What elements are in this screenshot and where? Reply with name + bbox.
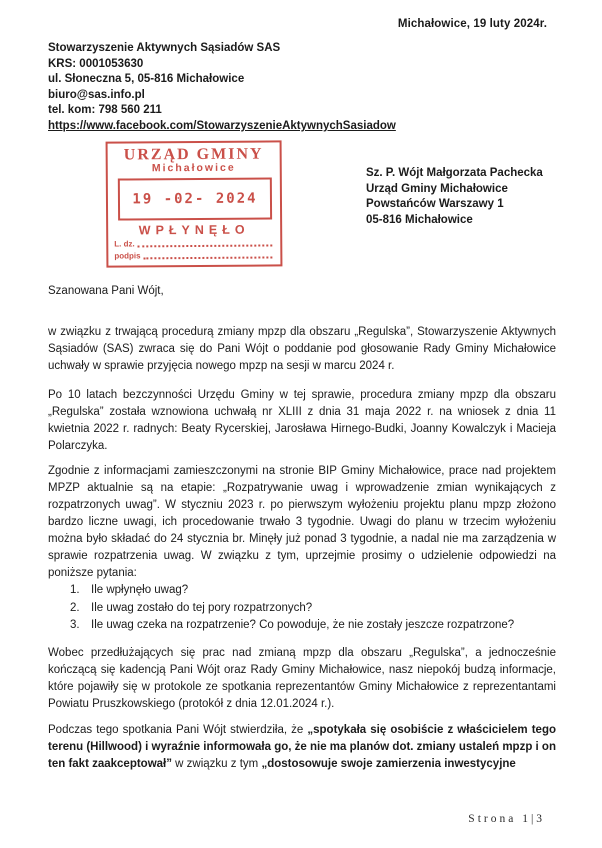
stamp-received-label: WPŁYNĘŁO: [138, 222, 250, 238]
stamp-signature-row: [114, 250, 274, 261]
sender-address: ul. Słoneczna 5, 05-816 Michałowice: [48, 73, 245, 86]
stamp-signature-label: podpis: [114, 251, 141, 261]
questions-list: [48, 582, 556, 635]
sender-krs: KRS: 0001053630: [48, 57, 144, 70]
sender-phone: tel. kom: 798 560 211: [48, 104, 162, 117]
page-number: Strona 1|3: [468, 813, 545, 825]
paragraph-history: Po 10 latach bezczynności Urzędu Gminy w tej sprawie, procedura zmiany mpzp dla obszaru „Regulska” została wznowiona uchwałą nr XLIII z dnia 31 maja 2022 r. na wniosek z dnia 11 kwietnia 2022 r. radnych: Beaty Rycerskiej, Jarosława Hirnego-Budki, Joanny Kowalczyk i Macieja Polarczyka.: [48, 389, 556, 452]
question-item: [48, 617, 556, 635]
letter-place-and-date: Michałowice, 19 luty 2024r.: [397, 18, 547, 30]
sender-facebook-url: https://www.facebook.com/StowarzyszenieAktywnychSasiadow: [48, 119, 396, 132]
quote-bold-continuation: „dostosowuje swoje zamierzenia inwestycyjne: [261, 757, 516, 770]
paragraph-request: w związku z trwającą procedurą zmiany mpzp dla obszaru „Regulska”, Stowarzyszenie Aktywnych Sąsiadów (SAS) zwraca się do Pani Wójt o poddanie pod głosowanie Rady Gminy Michałowice uchwały w sprawie przyjęcia nowego mpzp na sesji w marcu 2024 r.: [48, 326, 556, 372]
recipient-street: Powstańców Warszawy 1: [366, 198, 504, 210]
question-item: [48, 600, 556, 618]
sender-block: [48, 41, 396, 135]
paragraph-concerns: Wobec przedłużających się prac nad zmianą mpzp dla obszaru „Regulska”, a jednocześnie kończącą się kadencją Pani Wójt oraz Rady Gminy Michałowice, nasz niepokój budzą informacje, które pojawiły się w protokole ze spotkania reprezentantów Gminy Michałowice z reprezentantami Powiatu Pruszkowskiego (protokół z dnia 12.01.2024 r.).: [48, 646, 556, 710]
stamp-office-town: Michałowice: [151, 161, 236, 175]
sender-email: biuro@sas.info.pl: [48, 88, 145, 101]
question-number: 3.: [70, 619, 80, 631]
quote-connector-text: w związku z tym: [171, 757, 262, 770]
stamp-office-name: URZĄD GMINY: [123, 145, 264, 164]
quote-bold-statement: „spotykała się osobiście z właścicielem tego terenu (Hillwood) i wyraźnie informowała go, że nie ma planów dot. zmiany ustaleń mpzp i on ten fakt zaakceptował”: [48, 723, 556, 770]
stamp-date-box: [118, 177, 272, 220]
question-text: Ile wpłynęło uwag?: [91, 584, 189, 596]
stamp-signature-dotted-line: [144, 256, 273, 259]
recipient-name: Sz. P. Wójt Małgorzata Pachecka: [366, 167, 543, 179]
quote-lead-text: Podczas tego spotkania Pani Wójt stwierdziła, że: [48, 723, 308, 736]
recipient-office: Urząd Gminy Michałowice: [366, 182, 508, 195]
recipient-city: 05-816 Michałowice: [366, 213, 473, 226]
letter-body: [48, 283, 556, 785]
stamp-ldz-dotted-line: [138, 244, 273, 247]
recipient-block: [366, 166, 543, 228]
question-number: 1.: [70, 584, 80, 596]
question-text: Ile uwag zostało do tej pory rozpatrzonych?: [91, 601, 313, 614]
sender-name: Stowarzyszenie Aktywnych Sąsiadów SAS: [48, 42, 281, 54]
question-item: [48, 582, 556, 600]
paragraph-meeting-quote: [48, 722, 556, 773]
paragraph-status: Zgodnie z informacjami zamieszczonymi na stronie BIP Gminy Michałowice, prace nad projektem MPZP aktualnie są na etapie: „Rozpatrywanie uwag i wprowadzenie zmian wynikających z rozpatrzonych uwag”. W styczniu 2023 r. po pierwszym wyłożeniu projektu planu mpzp złożono bardzo liczne uwagi, ich procedowanie trwało 3 tygodnie. Uwagi do planu w trzecim wyłożeniu można było składać do 24 stycznia br. Minęły już ponad 3 tygodnie, a nadal nie ma zarządzenia w sprawie rozpatrzenia uwag. W związku z tym, uprzejmie prosimy o udzielenie odpowiedzi na poniższe pytania:: [48, 465, 556, 579]
stamp-ldz-label: L. dz.: [114, 239, 135, 249]
question-number: 2.: [70, 601, 80, 614]
stamp-ldz-row: [114, 238, 274, 249]
stamp-date: 19 -02- 2024: [132, 190, 258, 208]
office-received-stamp: [106, 140, 283, 267]
question-text: Ile uwag czeka na rozpatrzenie? Co powoduje, że nie zostały jeszcze rozpatrzone?: [91, 619, 515, 631]
salutation: Szanowana Pani Wójt,: [48, 285, 164, 297]
